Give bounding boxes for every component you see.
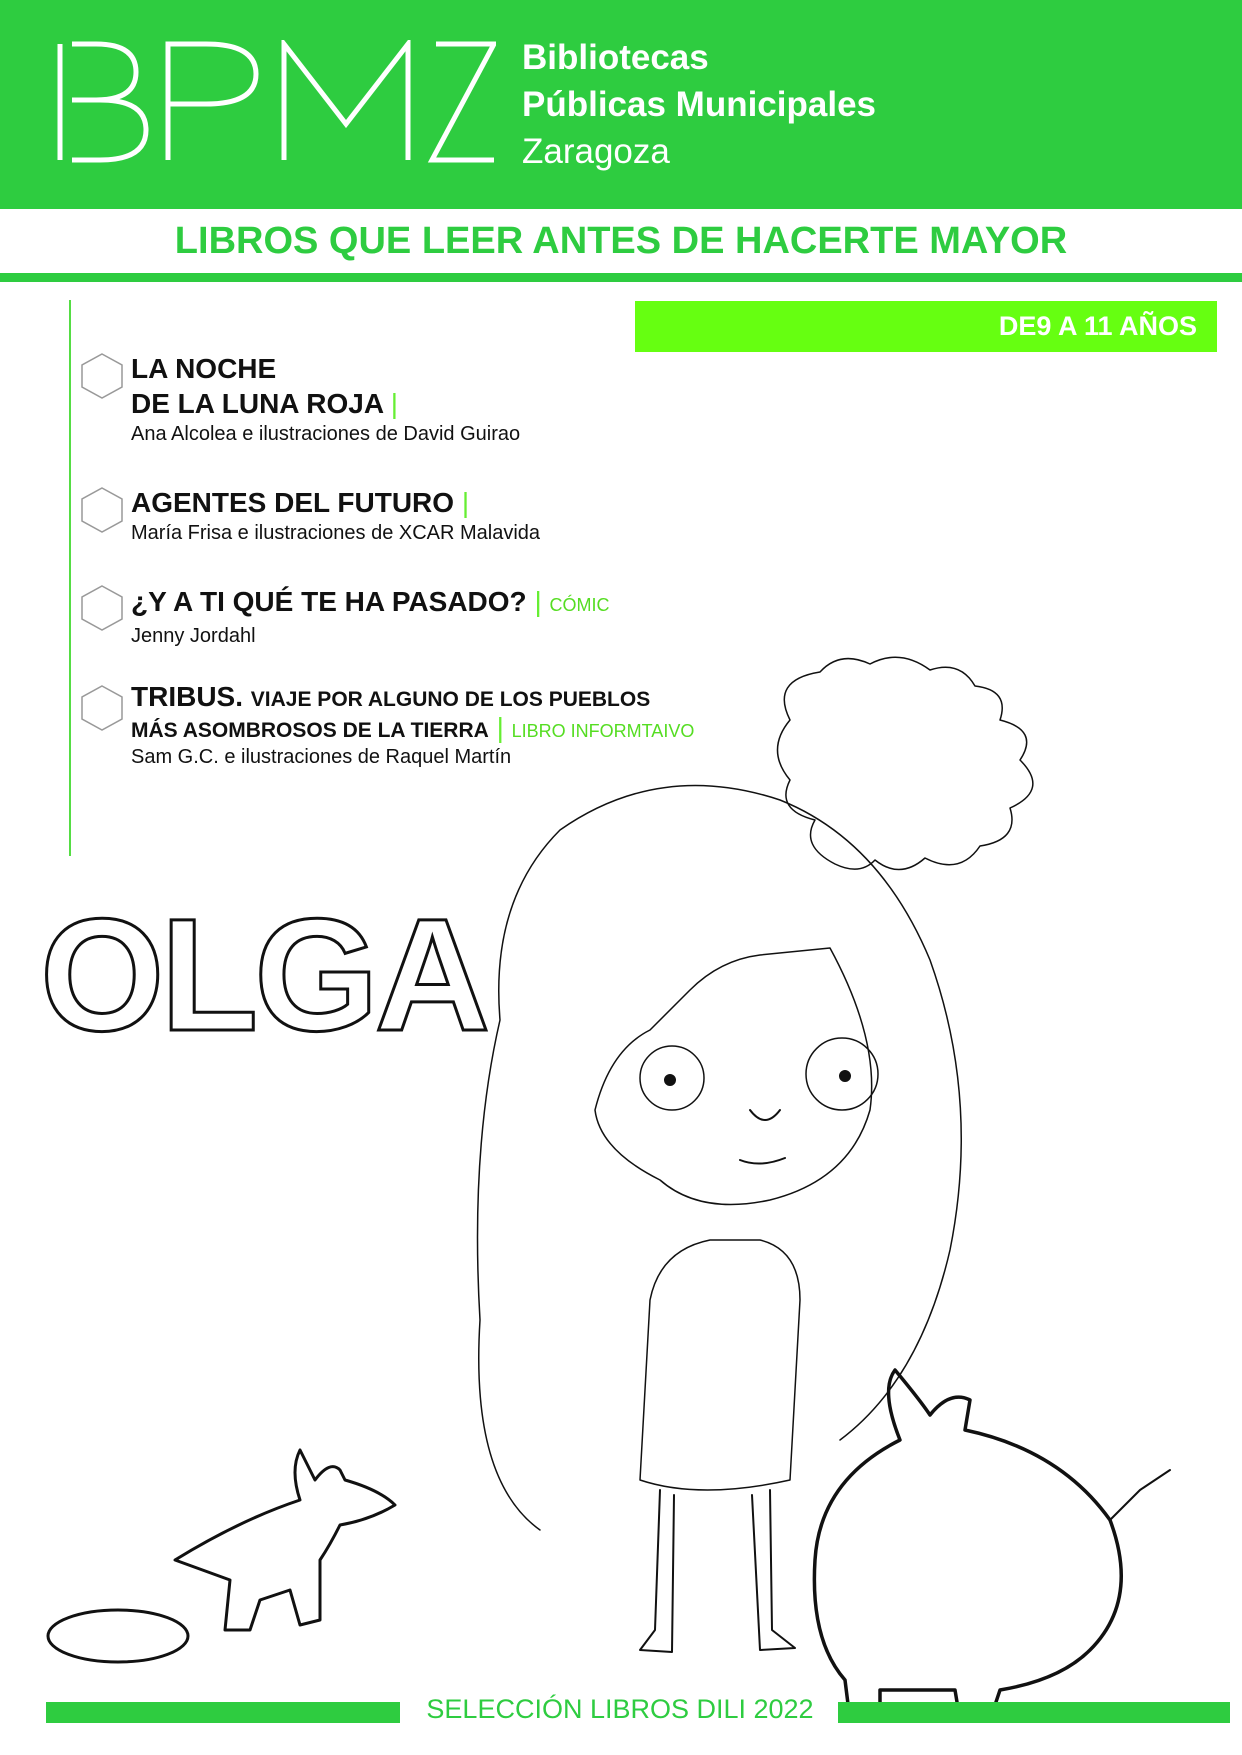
book-title: AGENTES DEL FUTURO	[131, 487, 455, 518]
book-item-4: TRIBUS. VIAJE POR ALGUNO DE LOS PUEBLOS MÁS ASOMBROSOS DE LA TIERRA | LIBRO INFORMTAIVO Sam G.C. e ilustraciones de Raquel Martín	[131, 681, 695, 768]
footer-bar-left	[46, 1702, 400, 1723]
olga-lettering: OLGA	[40, 885, 487, 1064]
book-genre-tag: LIBRO INFORMTAIVO	[511, 721, 695, 741]
book-item-1: LA NOCHE DE LA LUNA ROJA | Ana Alcolea e ilustraciones de David Guirao	[131, 353, 521, 445]
book-title-line-2: DE LA LUNA ROJA	[131, 388, 383, 419]
age-range-badge: DE9 A 11 AÑOS	[635, 301, 1217, 352]
book-item-2: AGENTES DEL FUTURO | María Frisa e ilustraciones de XCAR Malavida	[131, 487, 541, 544]
org-line-2: Públicas Municipales	[522, 85, 876, 124]
footer-text: SELECCIÓN LIBROS DILI 2022	[426, 1694, 814, 1724]
book-item-3: ¿Y A TI QUÉ TE HA PASADO? | CÓMIC Jenny Jordahl	[131, 586, 610, 647]
page-title: LIBROS QUE LEER ANTES DE HACERTE MAYOR	[174, 220, 1068, 262]
book-author: Ana Alcolea e ilustraciones de David Guirao	[131, 423, 521, 445]
book-genre-tag: CÓMIC	[549, 595, 610, 615]
book-title-line-1: LA NOCHE	[131, 353, 277, 384]
book-author: Sam G.C. e ilustraciones de Raquel Martín	[131, 746, 512, 768]
book-title: TRIBUS.	[131, 681, 243, 712]
book-title: ¿Y A TI QUÉ TE HA PASADO?	[131, 586, 527, 617]
book-author: Jenny Jordahl	[131, 625, 256, 647]
org-line-1: Bibliotecas	[522, 38, 709, 77]
org-line-3: Zaragoza	[522, 132, 670, 171]
book-subtitle-line-2: MÁS ASOMBROSOS DE LA TIERRA	[131, 719, 489, 742]
book-subtitle-line-1: VIAJE POR ALGUNO DE LOS PUEBLOS	[250, 688, 651, 711]
book-author: María Frisa e ilustraciones de XCAR Malavida	[131, 522, 541, 544]
footer-bar-right	[838, 1702, 1230, 1723]
